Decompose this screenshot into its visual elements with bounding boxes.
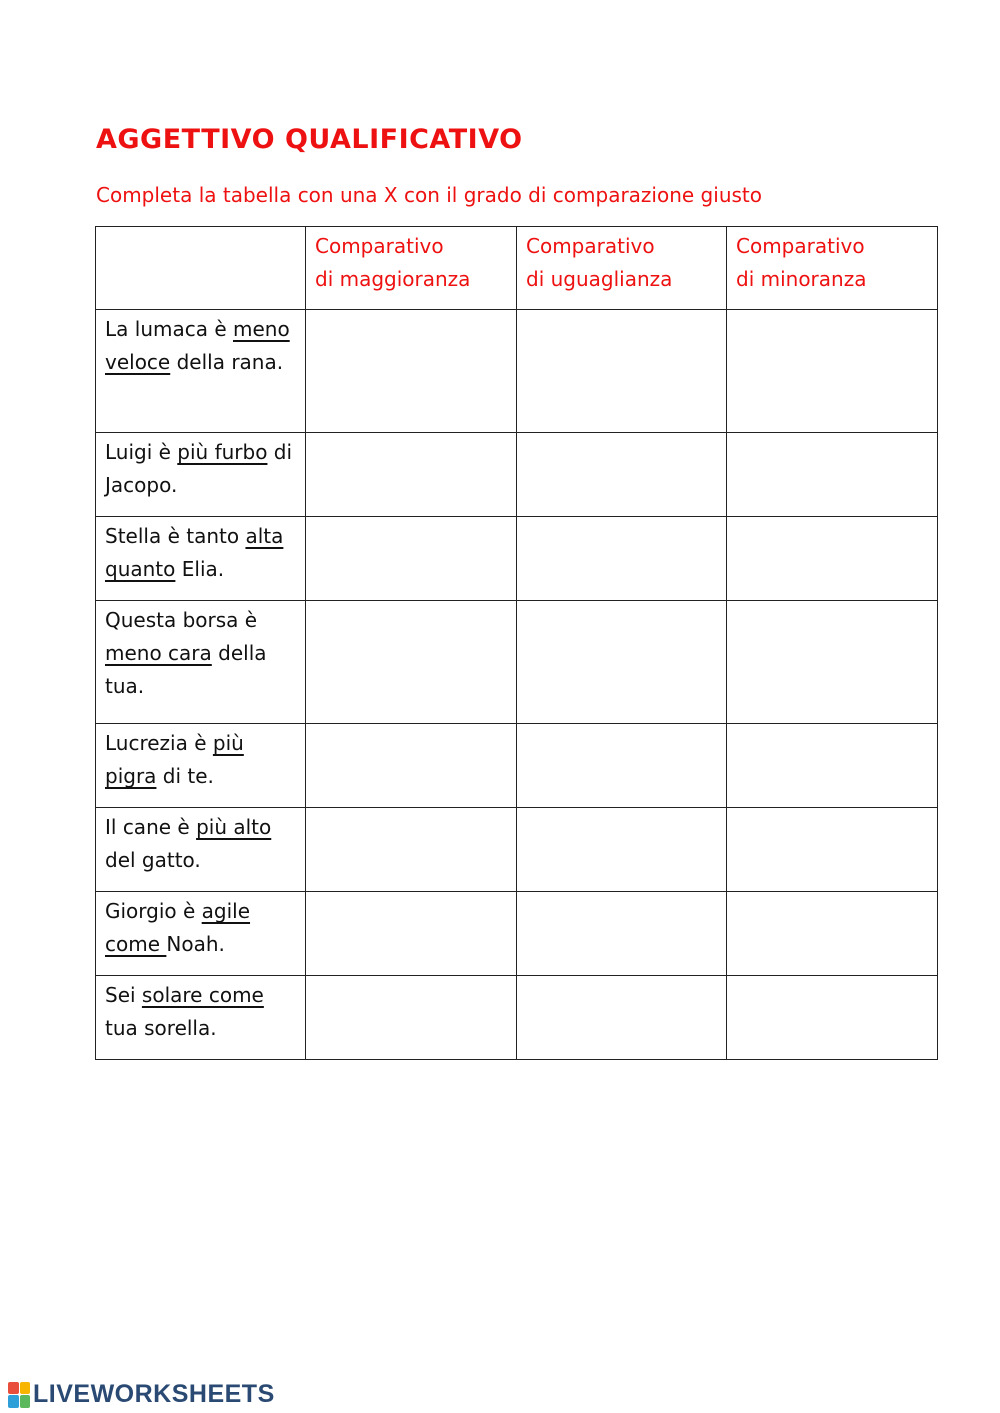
sentence-text: Giorgio è bbox=[105, 899, 202, 923]
underlined-adjective: agile come bbox=[105, 899, 251, 956]
answer-cell-minoranza[interactable] bbox=[727, 808, 938, 892]
sentence-cell bbox=[96, 517, 306, 601]
logo-tile bbox=[20, 1382, 31, 1395]
worksheet-instruction: Completa la tabella con una X con il grado di comparazione giusto bbox=[96, 183, 762, 207]
logo-tile bbox=[20, 1395, 31, 1408]
answer-cell-maggioranza[interactable] bbox=[306, 601, 517, 724]
sentence-text: Noah. bbox=[166, 932, 225, 956]
sentence-text: del gatto. bbox=[105, 848, 201, 872]
answer-cell-maggioranza[interactable] bbox=[306, 976, 517, 1060]
answer-cell-uguaglianza[interactable] bbox=[517, 433, 727, 517]
header-maggioranza bbox=[306, 227, 517, 310]
logo-tile bbox=[8, 1382, 19, 1395]
table-row bbox=[96, 724, 938, 808]
answer-cell-minoranza[interactable] bbox=[727, 601, 938, 724]
sentence-text: Il cane è bbox=[105, 815, 197, 839]
table-row bbox=[96, 808, 938, 892]
header-line: Comparativo bbox=[315, 234, 444, 258]
table-row bbox=[96, 892, 938, 976]
underlined-adjective: solare come bbox=[141, 983, 264, 1007]
sentence-cell bbox=[96, 976, 306, 1060]
answer-cell-minoranza[interactable] bbox=[727, 724, 938, 808]
logo-tile bbox=[8, 1395, 19, 1408]
underlined-adjective: più furbo bbox=[177, 440, 268, 464]
header-line: di minoranza bbox=[736, 267, 867, 291]
liveworksheets-logo-icon bbox=[8, 1382, 30, 1408]
answer-cell-maggioranza[interactable] bbox=[306, 892, 517, 976]
answer-cell-uguaglianza[interactable] bbox=[517, 310, 727, 433]
answer-cell-minoranza[interactable] bbox=[727, 433, 938, 517]
brand-name: LIVEWORKSHEETS bbox=[33, 1380, 275, 1408]
sentence-cell bbox=[96, 310, 306, 433]
header-minoranza bbox=[727, 227, 938, 310]
answer-cell-maggioranza[interactable] bbox=[306, 433, 517, 517]
sentence-text: di te. bbox=[156, 764, 214, 788]
table-row bbox=[96, 310, 938, 433]
sentence-cell bbox=[96, 724, 306, 808]
header-line: Comparativo bbox=[736, 234, 865, 258]
answer-cell-maggioranza[interactable] bbox=[306, 310, 517, 433]
sentence-text: Sei bbox=[105, 983, 142, 1007]
answer-cell-uguaglianza[interactable] bbox=[517, 724, 727, 808]
sentence-text: Stella è tanto bbox=[105, 524, 246, 548]
underlined-adjective: meno veloce bbox=[105, 317, 290, 374]
answer-cell-maggioranza[interactable] bbox=[306, 808, 517, 892]
sentence-text: tua sorella. bbox=[105, 1016, 217, 1040]
answer-cell-minoranza[interactable] bbox=[727, 892, 938, 976]
table-row bbox=[96, 601, 938, 724]
answer-cell-minoranza[interactable] bbox=[727, 517, 938, 601]
table-row bbox=[96, 976, 938, 1060]
underlined-adjective: alta quanto bbox=[105, 524, 284, 581]
sentence-cell bbox=[96, 433, 306, 517]
comparison-table bbox=[95, 226, 938, 1060]
sentence-cell bbox=[96, 601, 306, 724]
answer-cell-uguaglianza[interactable] bbox=[517, 892, 727, 976]
table-body bbox=[96, 310, 938, 1060]
sentence-text: Questa borsa è bbox=[105, 608, 258, 632]
worksheet-title: AGGETTIVO QUALIFICATIVO bbox=[96, 124, 523, 155]
underlined-adjective: più pigra bbox=[105, 731, 244, 788]
sentence-text: La lumaca è bbox=[105, 317, 233, 341]
answer-cell-maggioranza[interactable] bbox=[306, 517, 517, 601]
header-uguaglianza bbox=[517, 227, 727, 310]
underlined-adjective: meno cara bbox=[105, 641, 212, 665]
header-line: di uguaglianza bbox=[526, 267, 673, 291]
answer-cell-uguaglianza[interactable] bbox=[517, 601, 727, 724]
underlined-adjective: più alto bbox=[196, 815, 272, 839]
header-empty-cell bbox=[96, 227, 306, 310]
header-line: Comparativo bbox=[526, 234, 655, 258]
sentence-cell bbox=[96, 808, 306, 892]
table-header-row bbox=[96, 227, 938, 310]
sentence-text: Luigi è bbox=[105, 440, 178, 464]
sentence-text: Elia. bbox=[175, 557, 225, 581]
footer-brand bbox=[8, 1380, 275, 1409]
sentence-text: Lucrezia è bbox=[105, 731, 213, 755]
answer-cell-uguaglianza[interactable] bbox=[517, 808, 727, 892]
answer-cell-maggioranza[interactable] bbox=[306, 724, 517, 808]
table-row bbox=[96, 433, 938, 517]
sentence-text: della tua. bbox=[105, 641, 267, 698]
answer-cell-minoranza[interactable] bbox=[727, 976, 938, 1060]
table-row bbox=[96, 517, 938, 601]
sentence-text: della rana. bbox=[170, 350, 284, 374]
answer-cell-uguaglianza[interactable] bbox=[517, 976, 727, 1060]
answer-cell-uguaglianza[interactable] bbox=[517, 517, 727, 601]
sentence-cell bbox=[96, 892, 306, 976]
header-line: di maggioranza bbox=[315, 267, 471, 291]
answer-cell-minoranza[interactable] bbox=[727, 310, 938, 433]
sentence-text: di Jacopo. bbox=[105, 440, 293, 497]
